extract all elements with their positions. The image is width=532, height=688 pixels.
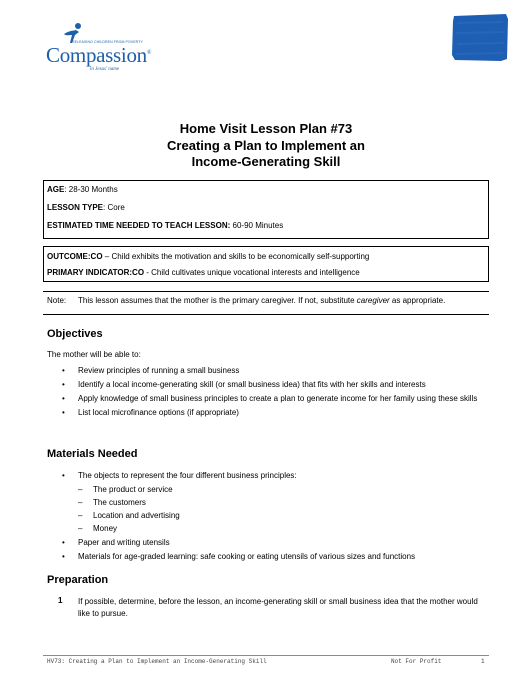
sub-list-item: – Location and advertising xyxy=(78,511,180,520)
step-text: If possible, determine, before the lesson, an income-generating skill or small business idea that the mother would like to pursue. xyxy=(78,597,478,618)
bullet-icon: • xyxy=(62,394,65,403)
lesson-subtitle-line2: Income-Generating Skill xyxy=(191,154,341,169)
note-rule-bottom xyxy=(43,314,489,315)
outcome-box xyxy=(43,246,489,282)
footer-rule xyxy=(43,655,489,656)
compassion-logo xyxy=(44,22,164,72)
objectives-heading: Objectives xyxy=(47,328,103,340)
list-item: • Apply knowledge of small business principles to create a plan to generate income for her family using these skills xyxy=(62,394,478,403)
bullet-icon: • xyxy=(62,471,65,480)
objectives-intro: The mother will be able to: xyxy=(47,350,141,359)
bullet-icon: • xyxy=(62,538,65,547)
blue-brush-block xyxy=(451,13,509,62)
list-item: • Review principles of running a small business xyxy=(62,366,240,375)
footer-not-for-profit: Not For Profit xyxy=(391,658,442,665)
outcome-line: OUTCOME:CO – Child exhibits the motivation and skills to be economically self-supporting xyxy=(47,252,370,261)
time-line: ESTIMATED TIME NEEDED TO TEACH LESSON: 60-90 Minutes xyxy=(47,221,284,230)
logo-subtitle: in Jesus' name xyxy=(90,67,120,72)
note-label: Note: xyxy=(47,296,67,305)
business-principles-list xyxy=(78,484,482,534)
sub-list-item: – The customers xyxy=(78,498,146,507)
dash-icon: – xyxy=(78,511,83,520)
logo-wordmark: Compassion® xyxy=(46,43,152,67)
lesson-subtitle-line1: Creating a Plan to Implement an xyxy=(167,138,365,153)
preparation-heading: Preparation xyxy=(47,574,109,586)
materials-list xyxy=(62,470,482,565)
list-item: • The objects to represent the four different business principles: – The product or service – The customers – Location and advertising – Money xyxy=(62,470,482,534)
footer-page-number: 1 xyxy=(481,658,485,665)
lesson-title: Home Visit Lesson Plan #73 xyxy=(179,121,353,136)
list-item: • List local microfinance options (if appropriate) xyxy=(62,408,239,417)
step-number: 1 xyxy=(58,596,63,605)
dash-icon: – xyxy=(78,485,83,494)
note-text: This lesson assumes that the mother is the primary caregiver. If not, substitute caregiver as appropriate. xyxy=(78,296,446,305)
bullet-icon: • xyxy=(62,366,65,375)
list-item: • Paper and writing utensils xyxy=(62,538,170,547)
bullet-icon: • xyxy=(62,380,65,389)
materials-heading: Materials Needed xyxy=(47,448,138,460)
sub-list-item: – The product or service xyxy=(78,485,173,494)
note-rule-top xyxy=(43,291,489,292)
bullet-icon: • xyxy=(62,408,65,417)
list-item: • Identify a local income-generating skill (or small business idea) that fits with her skills and interests xyxy=(62,380,426,389)
objectives-list xyxy=(62,365,482,421)
primary-indicator-line: PRIMARY INDICATOR:CO - Child cultivates unique vocational interests and intelligence xyxy=(47,268,360,277)
footer-lesson-name: HV73: Creating a Plan to Implement an Income-Generating Skill xyxy=(47,658,267,665)
list-item: • Materials for age-graded learning: safe cooking or eating utensils of various sizes and functions xyxy=(62,552,416,561)
bullet-icon: • xyxy=(62,552,65,561)
lesson-info-box xyxy=(43,180,489,239)
age-line: AGE: 28-30 Months xyxy=(47,185,118,194)
dash-icon: – xyxy=(78,524,83,533)
dash-icon: – xyxy=(78,498,83,507)
lesson-type-line: LESSON TYPE: Core xyxy=(47,203,125,212)
logo-tagline: RELEASING CHILDREN FROM POVERTY xyxy=(72,40,143,44)
sub-list-item: – Money xyxy=(78,524,118,533)
